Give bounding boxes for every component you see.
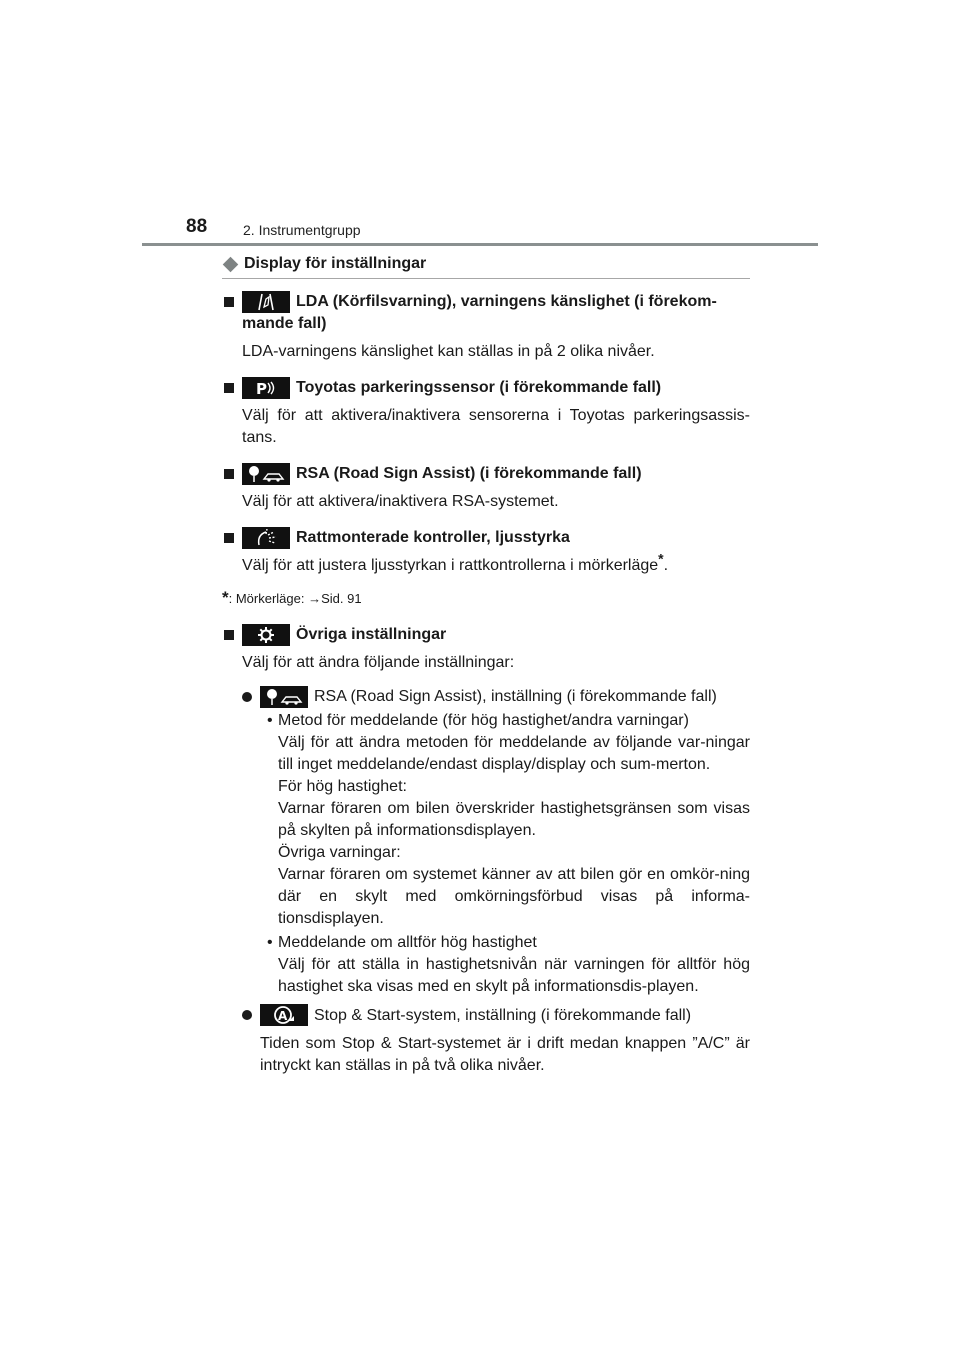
item-rsa-title: RSA (Road Sign Assist) (i förekommande fall) [296, 465, 642, 482]
brightness-icon [242, 527, 290, 549]
road-sign-assist-icon [260, 686, 308, 708]
footnote-marker: * [658, 550, 664, 567]
square-bullet-icon [224, 383, 234, 393]
item-rsa-body: Välj för att aktivera/inaktivera RSA-systemet. [242, 493, 559, 510]
chapter-title: 2. Instrumentgrupp [243, 222, 361, 238]
overspeed-title: Meddelande om alltför hög hastighet [278, 934, 537, 951]
header-rule [142, 243, 818, 246]
overspeed-body: Välj för att ställa in hastighetsnivån när varningen för alltför hög hastighet ska visas med en skylt på informationsdis-playen. [278, 956, 750, 995]
notify-body: Välj för att ändra metoden för meddelande av följande var-ningar till inget meddelande/endast display/display och sum-merton. [278, 734, 750, 773]
item-brightness-heading [222, 527, 750, 549]
square-bullet-icon [224, 630, 234, 640]
other-warn-label: Övriga varningar: [278, 844, 401, 861]
sub-bullet: • [267, 712, 273, 729]
bullet-rsa-setting [222, 686, 750, 708]
square-bullet-icon [224, 469, 234, 479]
footnote [222, 587, 750, 610]
svg-text:P: P [256, 380, 267, 397]
rsa-setting-text: RSA (Road Sign Assist), inställning (i förekommande fall) [314, 688, 717, 705]
square-bullet-icon [224, 297, 234, 307]
item-parking-body: Välj för att aktivera/inaktivera sensorerna i Toyotas parkeringsassis-tans. [242, 407, 750, 446]
item-lda-body: LDA-varningens känslighet kan ställas in på 2 olika nivåer. [242, 343, 655, 360]
footnote-star: * [222, 588, 229, 607]
high-speed-body: Varnar föraren om bilen överskrider hastighetsgränsen som visas på skylten på informationsdisplayen. [278, 800, 750, 839]
item-brightness-title: Rattmonterade kontroller, ljusstyrka [296, 529, 570, 546]
sub-bullet: • [267, 934, 273, 951]
item-other-body: Välj för att ändra följande inställningar: [242, 654, 515, 671]
bullet-stop-start [222, 1004, 750, 1027]
item-lda-heading [222, 291, 750, 335]
footnote-ref: Sid. 91 [321, 591, 362, 606]
item-other-heading [222, 624, 750, 646]
high-speed-label: För hög hastighet: [278, 778, 407, 795]
item-parking-heading [222, 377, 750, 399]
svg-text:A: A [278, 1009, 288, 1023]
item-other-title: Övriga inställningar [296, 626, 447, 643]
road-sign-assist-icon [242, 463, 290, 485]
sub-notify-heading [222, 710, 750, 732]
round-bullet-icon [242, 1010, 252, 1020]
section-title [222, 253, 750, 279]
stop-start-icon [260, 1004, 308, 1026]
gear-icon [242, 624, 290, 646]
stop-start-body: Tiden som Stop & Start-systemet är i drift medan knappen ”A/C” är intryckt kan ställas in på två olika nivåer. [260, 1035, 750, 1074]
sub-overspeed-heading [222, 932, 750, 954]
item-lda-title: LDA (Körfilsvarning), varningens känslighet (i förekom-mande fall) [242, 293, 717, 332]
section-title-text: Display för inställningar [244, 255, 427, 272]
brightness-body-end: . [663, 557, 669, 574]
round-bullet-icon [242, 692, 252, 702]
square-bullet-icon [224, 533, 234, 543]
lane-departure-icon [242, 291, 290, 313]
page-content [222, 253, 750, 1077]
item-brightness-body [222, 550, 750, 577]
notify-title: Metod för meddelande (för hög hastighet/andra varningar) [278, 712, 689, 729]
other-warn-body: Varnar föraren om systemet känner av att bilen gör en omkör-ning där en skylt med omkörningsförbud visas på informa-tionsdisplayen. [278, 866, 750, 927]
item-parking-title: Toyotas parkeringssensor (i förekommande fall) [296, 379, 662, 396]
item-rsa-heading [222, 463, 750, 485]
stop-start-text: Stop & Start-system, inställning (i förekommande fall) [314, 1007, 692, 1024]
arrow-icon: → [308, 591, 322, 606]
footnote-text: : Mörkerläge: [228, 591, 309, 606]
brightness-body-text: Välj för att justera ljusstyrkan i rattkontrollerna i mörkerläge [242, 557, 659, 574]
page-number: 88 [186, 216, 208, 237]
diamond-icon [223, 256, 239, 272]
parking-sensor-icon [242, 377, 290, 399]
